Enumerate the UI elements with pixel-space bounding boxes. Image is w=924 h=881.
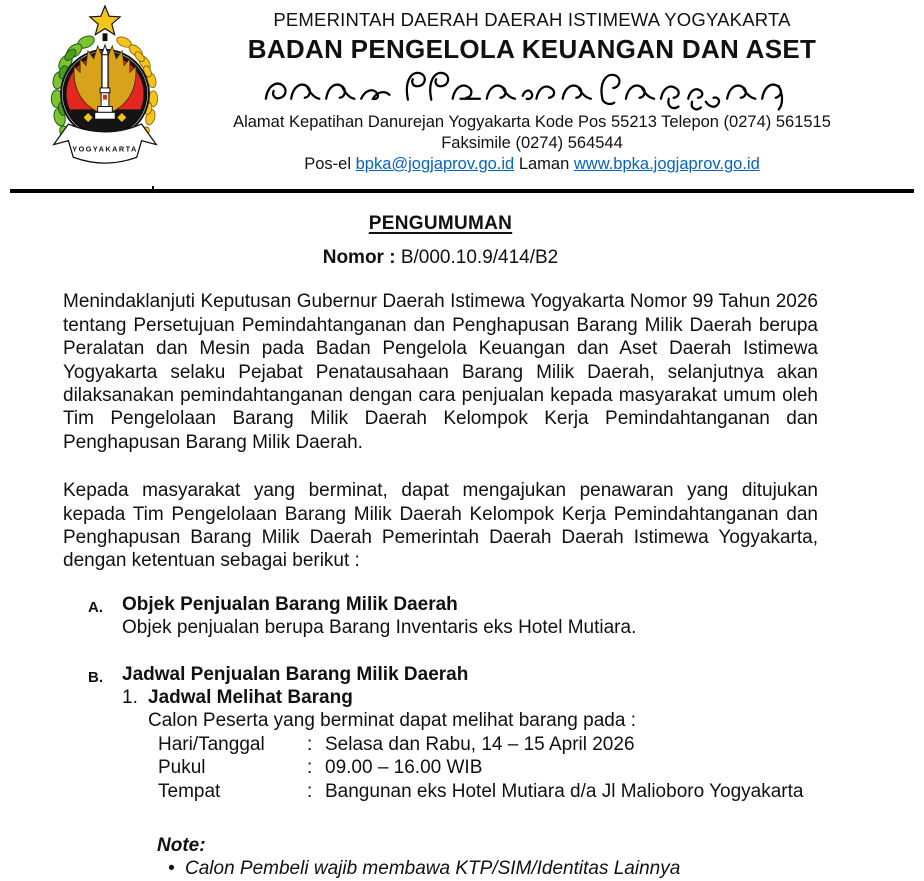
document-body bbox=[63, 212, 818, 881]
number-value: B/000.10.9/414/B2 bbox=[400, 246, 559, 268]
document-title: PENGUMUMAN bbox=[368, 212, 513, 234]
website-link[interactable]: www.bpka.jogjaprov.go.id bbox=[573, 155, 760, 173]
letterhead-divider bbox=[10, 189, 914, 193]
schedule-row-day bbox=[122, 733, 818, 756]
section-b-heading: Jadwal Penjualan Barang Milik Daerah bbox=[122, 663, 469, 685]
section-b-item-1 bbox=[122, 686, 818, 733]
javanese-script-icon bbox=[260, 66, 805, 112]
government-name: PEMERINTAH DAERAH DAERAH ISTIMEWA YOGYAKARTA bbox=[273, 9, 791, 30]
yogyakarta-coat-of-arms-logo bbox=[44, 3, 166, 169]
item-1-marker: 1. bbox=[122, 687, 138, 708]
schedule-row-value: Bangunan eks Hotel Mutiara d/a Jl Malioboro Yogyakarta bbox=[325, 780, 804, 802]
javanese-script bbox=[170, 66, 894, 112]
section-b bbox=[63, 663, 818, 881]
schedule-row-value: 09.00 – 16.00 WIB bbox=[325, 757, 483, 779]
number-label: Nomor : bbox=[322, 246, 396, 268]
logo-banner-text: YOGYAKARTA bbox=[72, 144, 138, 154]
section-a-body: Objek penjualan berupa Barang Inventaris eks Hotel Mutiara. bbox=[122, 617, 637, 639]
email-label: Pos-el bbox=[304, 155, 351, 173]
section-a bbox=[63, 593, 818, 640]
schedule-row-colon: : bbox=[307, 733, 313, 755]
schedule-row-colon: : bbox=[307, 757, 313, 779]
document-number bbox=[63, 246, 818, 269]
item-1-intro: Calon Peserta yang berminat dapat melihat barang pada : bbox=[148, 710, 636, 732]
schedule-row-label: Tempat bbox=[158, 780, 221, 802]
divider-tick bbox=[152, 186, 154, 193]
paragraph-2: Kepada masyarakat yang berminat, dapat mengajukan penawaran yang ditujukan kepada Tim Pengelolaan Barang Milik Daerah Kelompok Kerja Pemindahtanganan dan Penghapusan Barang Milik Daerah Pemerintah Daerah Daerah Istimewa Yogyakarta, dengan ketentuan sebagai berikut : bbox=[63, 480, 818, 572]
contact-line bbox=[170, 154, 894, 175]
email-link[interactable]: bpka@jogjaprov.go.id bbox=[355, 155, 515, 173]
paragraph-1: Menindaklanjuti Keputusan Gubernur Daerah Istimewa Yogyakarta Nomor 99 Tahun 2026 tentang Persetujuan Pemindahtanganan dan Penghapusan Barang Milik Daerah berupa Peralatan dan Mesin pada Badan Pengelola Keuangan dan Aset Daerah Istimewa Yogyakarta selaku Pejabat Penatausahaan Barang Milik Daerah, selanjutnya akan dilaksanakan pemindahtanganan dengan cara penjualan kepada masyarakat umum oleh Tim Pengelolaan Barang Milik Daerah Kelompok Kerja Pemindahtanganan dan Penghapusan Barang Milik Daerah. bbox=[63, 291, 818, 453]
schedule-row-time bbox=[122, 756, 818, 779]
section-a-heading: Objek Penjualan Barang Milik Daerah bbox=[122, 593, 458, 615]
fax-line: Faksimile (0274) 564544 bbox=[441, 133, 623, 152]
note-bullet-item bbox=[157, 857, 818, 880]
schedule-row-colon: : bbox=[307, 780, 313, 802]
letterhead bbox=[0, 0, 924, 175]
section-a-marker: A. bbox=[88, 598, 103, 616]
schedule-row-value: Selasa dan Rabu, 14 – 15 April 2026 bbox=[325, 733, 635, 755]
note-bullet-text: Calon Pembeli wajib membawa KTP/SIM/Identitas Lainnya bbox=[185, 858, 681, 880]
website-label: Laman bbox=[518, 155, 570, 173]
schedule-row-label: Hari/Tanggal bbox=[158, 733, 265, 755]
schedule-row-place bbox=[122, 780, 818, 803]
bullet-dot-icon: • bbox=[168, 858, 175, 880]
section-b-marker: B. bbox=[88, 668, 103, 686]
schedule-row-label: Pukul bbox=[158, 757, 206, 779]
item-1-heading: Jadwal Melihat Barang bbox=[148, 687, 353, 708]
note-block bbox=[122, 834, 818, 881]
agency-name: BADAN PENGELOLA KEUANGAN DAN ASET bbox=[247, 34, 817, 64]
coat-of-arms-icon bbox=[44, 3, 166, 169]
address-line: Alamat Kepatihan Danurejan Yogyakarta Kode Pos 55213 Telepon (0274) 561515 bbox=[233, 113, 831, 131]
note-label: Note: bbox=[157, 835, 206, 857]
